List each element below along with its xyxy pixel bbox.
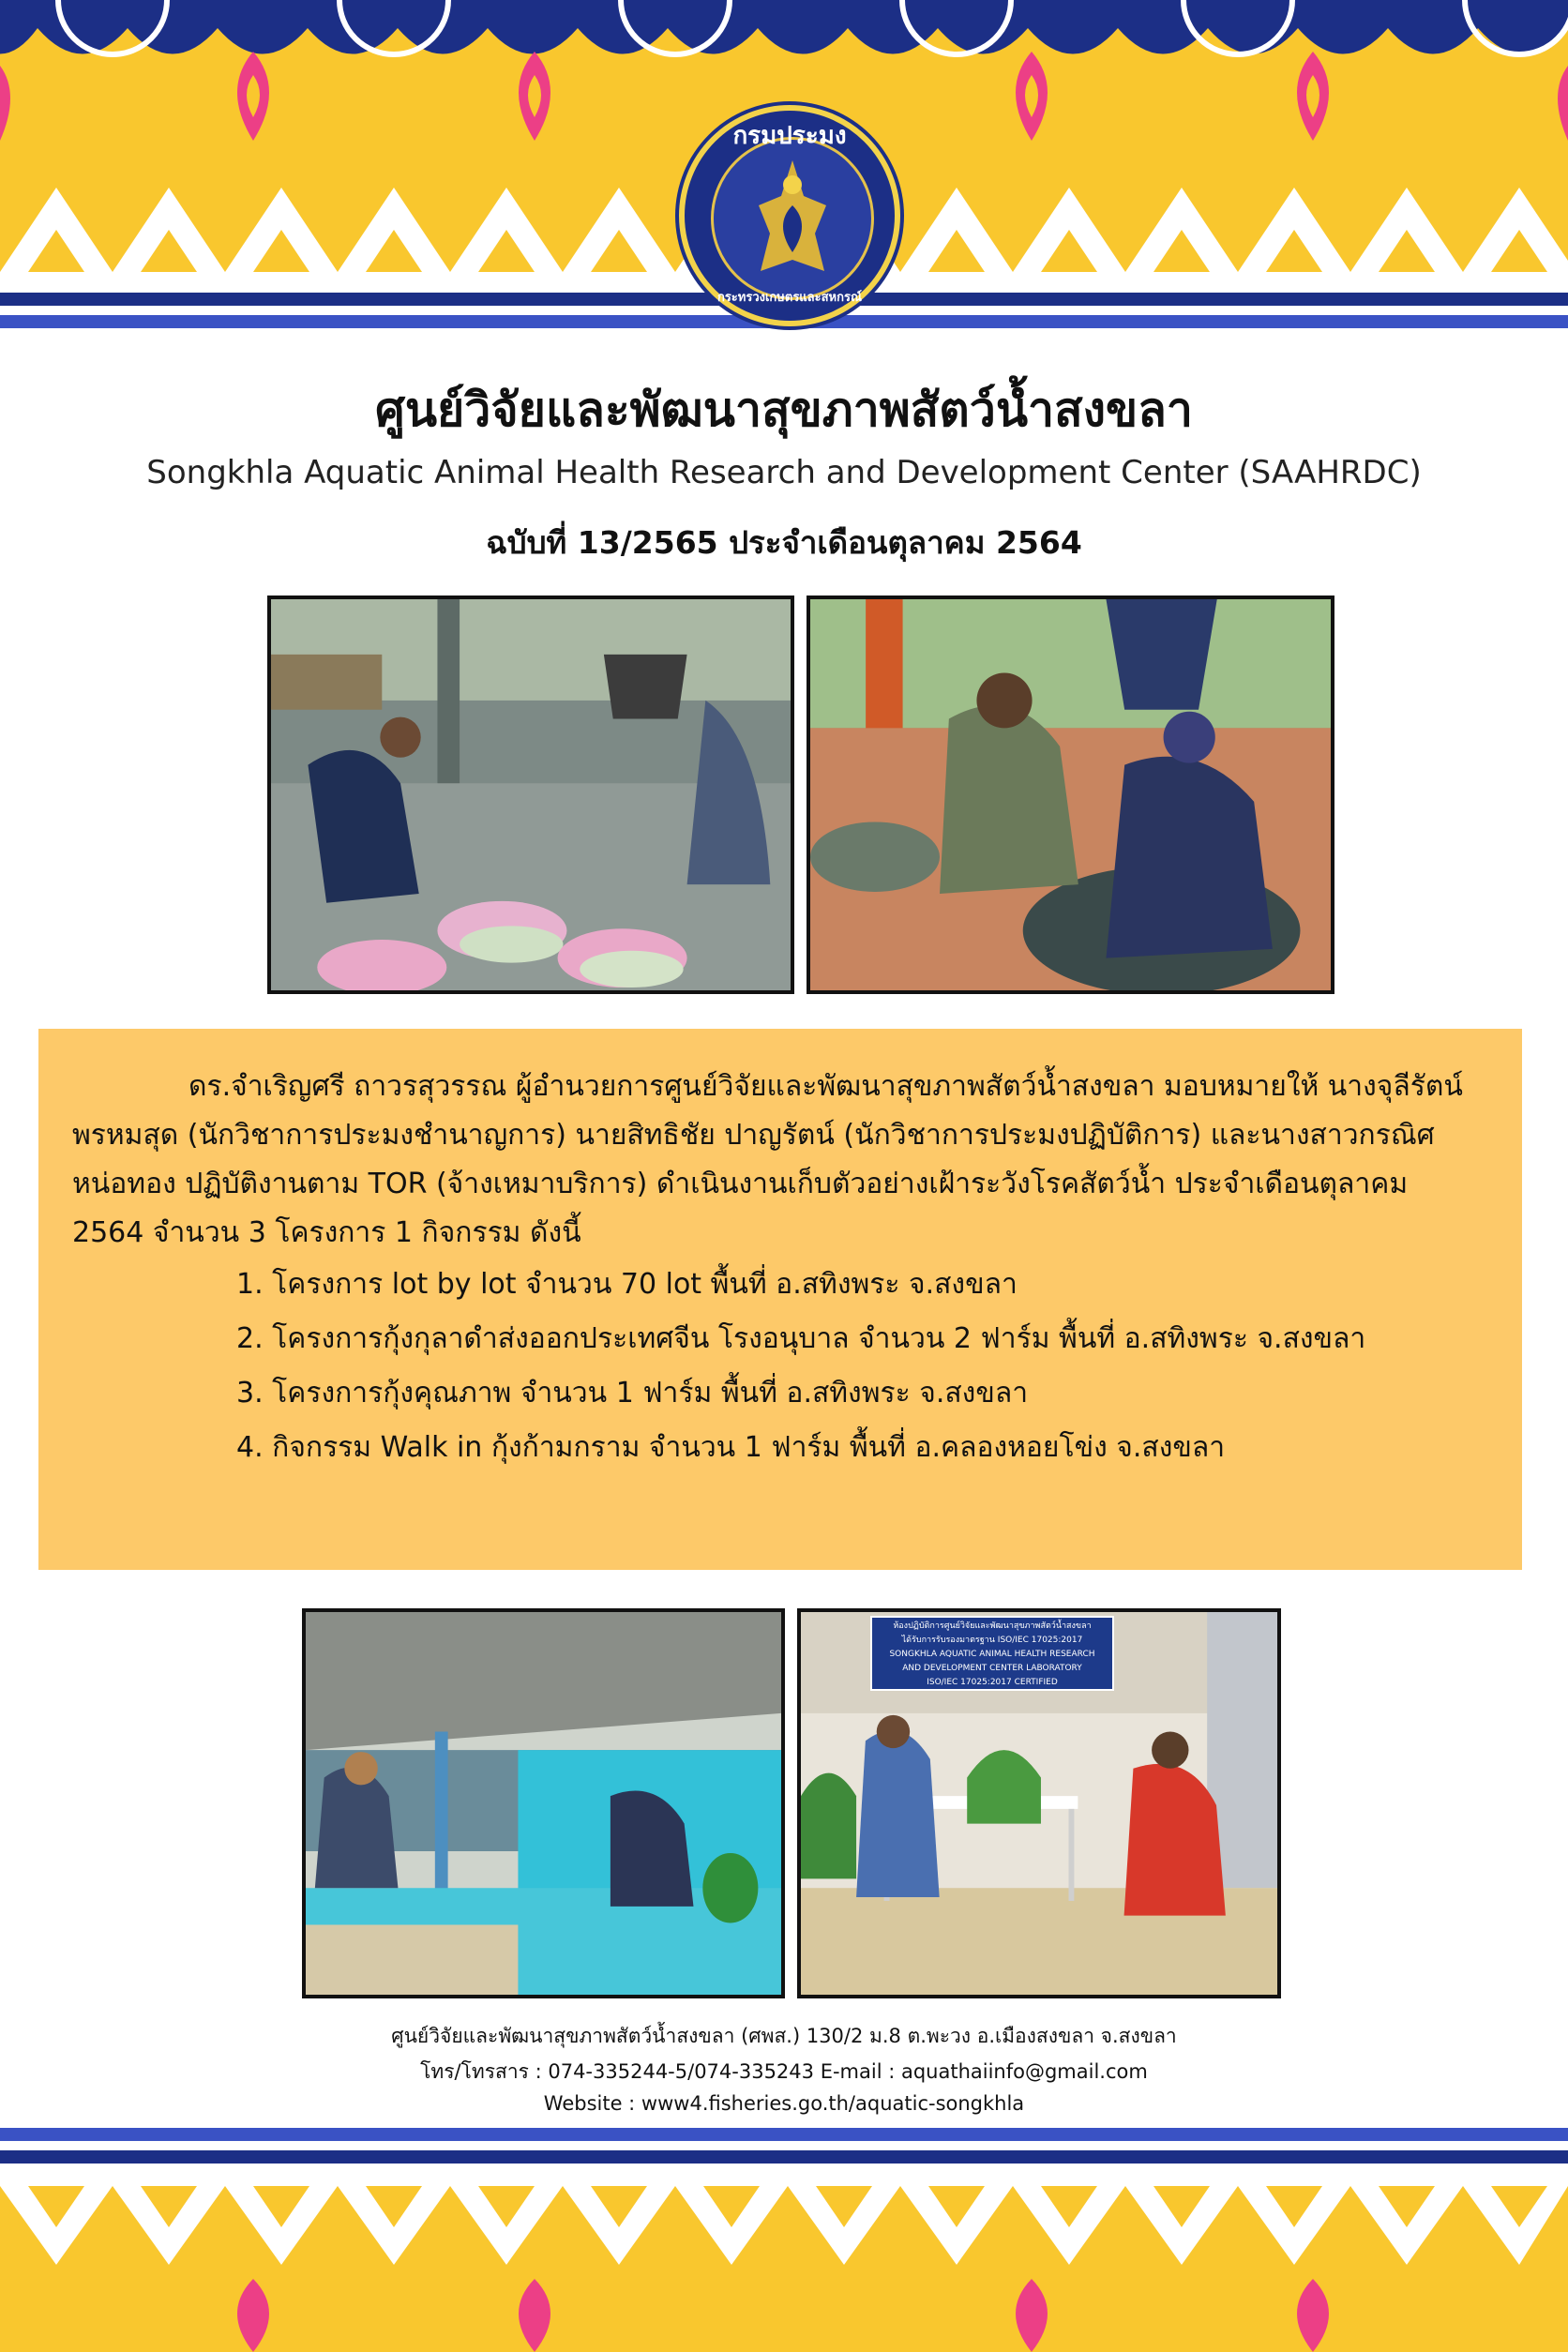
lab-sign-line: ห้องปฏิบัติการศูนย์วิจัยและพัฒนาสุขภาพสัตว์น้ำสงขลา [893, 1621, 1092, 1631]
page-title-english: Songkhla Aquatic Animal Health Research and Development Center (SAAHRDC) [146, 454, 1422, 491]
list-item: 1. โครงการ lot by lot จำนวน 70 lot พื้นที่ อ.สทิงพระ จ.สงขลา [236, 1268, 1018, 1301]
photo-farm-pond-visit [302, 1608, 785, 1998]
lab-sign-line: AND DEVELOPMENT CENTER LABORATORY [902, 1664, 1082, 1673]
bottom-pattern [0, 2115, 1568, 2352]
page-title-thai: ศูนย์วิจัยและพัฒนาสุขภาพสัตว์น้ำสงขลา [375, 383, 1193, 437]
footer-address: ศูนย์วิจัยและพัฒนาสุขภาพสัตว์น้ำสงขลา (ศพส.) 130/2 ม.8 ต.พะวง อ.เมืองสงขลา จ.สงขลา [391, 2025, 1177, 2047]
list-item: 2. โครงการกุ้งกุลาดำส่งออกประเทศจีน โรงอนุบาล จำนวน 2 ฟาร์ม พื้นที่ อ.สทิงพระ จ.สงขลา [236, 1322, 1366, 1355]
lab-sign-line: ได้รับการรับรองมาตรฐาน ISO/IEC 17025:2017 [901, 1636, 1083, 1645]
logo-top-text: กรมประมง [732, 122, 847, 150]
bottom-decorative-band [0, 2115, 1568, 2352]
logo-bottom-text: กระทรวงเกษตรและสหกรณ์ [716, 291, 863, 305]
lab-certification-sign [870, 1616, 1114, 1691]
photo-lab-walk-in [797, 1608, 1281, 1998]
photo-sampling-basins [267, 596, 794, 994]
lab-sign-line: SONGKHLA AQUATIC ANIMAL HEALTH RESEARCH [889, 1650, 1095, 1659]
footer-website: Website : www4.fisheries.go.th/aquatic-songkhla [543, 2092, 1025, 2115]
footer-contact: โทร/โทรสาร : 074-335244-5/074-335243 E-mail : aquathaiinfo@gmail.com [420, 2060, 1148, 2083]
description-box [38, 1029, 1522, 1570]
project-list [72, 1258, 1477, 1475]
list-item: 4. กิจกรรม Walk in กุ้งก้ามกราม จำนวน 1 ฟาร์ม พื้นที่ อ.คลองหอยโข่ง จ.สงขลา [236, 1431, 1226, 1464]
emblem-icon [714, 140, 871, 297]
description-paragraph: ดร.จำเริญศรี ถาวรสุวรรณ ผู้อำนวยการศูนย์วิจัยและพัฒนาสุขภาพสัตว์น้ำสงขลา มอบหมายให้ นางจุลีรัตน์ พรหมสุด (นักวิชาการประมงชำนาญการ) นายสิทธิชัย ปาญรัตน์ (นักวิชาการประมงปฏิบัติการ) และนางสาวกรณิศ หน่อทอง ปฏิบัติงานตาม TOR (จ้างเหมาบริการ) ดำเนินงานเก็บตัวอย่างเฝ้าระวังโรคสัตว์น้ำ ประจำเดือนตุลาคม 2564 จำนวน 3 โครงการ 1 กิจกรรม ดังนี้ [72, 1070, 1463, 1249]
logo-emblem [711, 137, 874, 300]
list-item: 3. โครงการกุ้งคุณภาพ จำนวน 1 ฟาร์ม พื้นที่ อ.สทิงพระ จ.สงขลา [236, 1377, 1029, 1410]
department-of-fisheries-logo [679, 105, 900, 326]
photo-sampling-tank [807, 596, 1334, 994]
lab-sign-line: ISO/IEC 17025:2017 CERTIFIED [927, 1678, 1058, 1687]
issue-line: ฉบับที่ 13/2565 ประจำเดือนตุลาคม 2564 [486, 524, 1082, 561]
